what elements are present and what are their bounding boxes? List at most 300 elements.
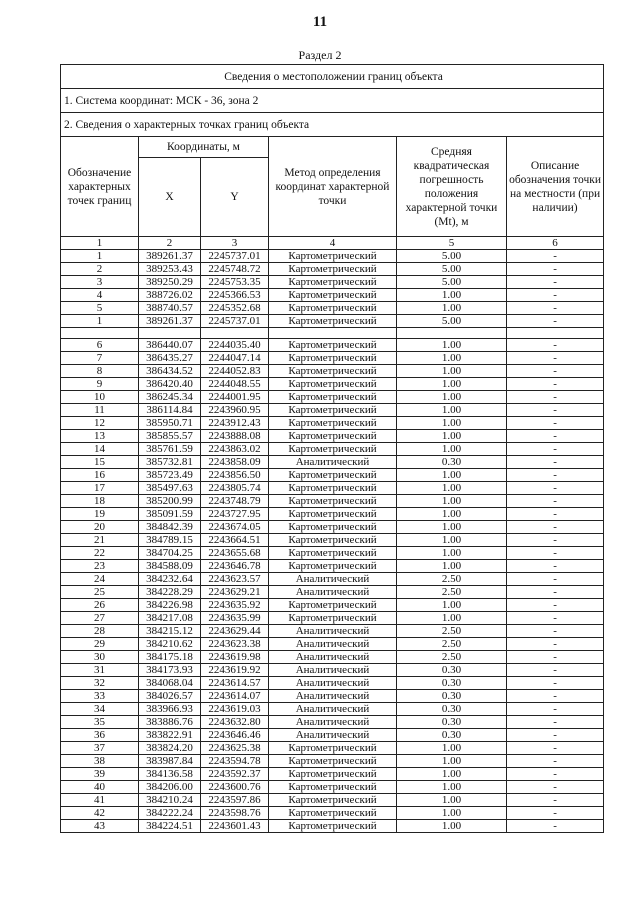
point-id: 8: [61, 365, 139, 378]
x-coordinate: 384232.64: [139, 573, 201, 586]
description: -: [507, 495, 604, 508]
method: Картометрический: [269, 315, 397, 328]
error-value: 0.30: [397, 664, 507, 677]
table-row: [61, 417, 604, 430]
method: Картометрический: [269, 469, 397, 482]
method: Аналитический: [269, 456, 397, 469]
error-value: 1.00: [397, 521, 507, 534]
description: -: [507, 768, 604, 781]
method: Картометрический: [269, 378, 397, 391]
point-id: 32: [61, 677, 139, 690]
table-row: [61, 276, 604, 289]
x-coordinate: 385732.81: [139, 456, 201, 469]
table-row: [61, 755, 604, 768]
x-coordinate: 384704.25: [139, 547, 201, 560]
error-value: 0.30: [397, 677, 507, 690]
error-value: 2.50: [397, 625, 507, 638]
x-coordinate: 384588.09: [139, 560, 201, 573]
method: Картометрический: [269, 521, 397, 534]
error-value: 1.00: [397, 469, 507, 482]
description: -: [507, 534, 604, 547]
description: -: [507, 404, 604, 417]
y-coordinate: 2244035.40: [201, 339, 269, 352]
table-row: [61, 469, 604, 482]
point-id: 12: [61, 417, 139, 430]
y-coordinate: 2243614.57: [201, 677, 269, 690]
header-coordinates: Координаты, м: [139, 137, 269, 158]
description: -: [507, 703, 604, 716]
method: Картометрический: [269, 391, 397, 404]
error-value: 1.00: [397, 482, 507, 495]
error-value: 2.50: [397, 638, 507, 651]
coordinate-system: 1. Система координат: МСК - 36, зона 2: [61, 89, 604, 113]
method: Картометрический: [269, 794, 397, 807]
header-error: Средняя квадратическая погрешность положения характерной точки (Mt), м: [397, 137, 507, 237]
y-coordinate: 2243646.78: [201, 560, 269, 573]
header-description: Описание обозначения точки на местности (при наличии): [507, 137, 604, 237]
error-value: 1.00: [397, 534, 507, 547]
error-value: 1.00: [397, 768, 507, 781]
description: -: [507, 729, 604, 742]
x-coordinate: 384210.62: [139, 638, 201, 651]
y-coordinate: 2243629.21: [201, 586, 269, 599]
point-id: 20: [61, 521, 139, 534]
error-value: 1.00: [397, 820, 507, 833]
table-row: [61, 703, 604, 716]
method: Аналитический: [269, 651, 397, 664]
error-value: 0.30: [397, 729, 507, 742]
point-id: 23: [61, 560, 139, 573]
header-x: X: [139, 158, 201, 237]
method: Картометрический: [269, 495, 397, 508]
x-coordinate: 384210.24: [139, 794, 201, 807]
table-row: [61, 339, 604, 352]
table-row: [61, 560, 604, 573]
column-number: 2: [139, 237, 201, 250]
x-coordinate: 383987.84: [139, 755, 201, 768]
table-row: [61, 482, 604, 495]
table-row: [61, 716, 604, 729]
table-row: [61, 521, 604, 534]
method: Аналитический: [269, 729, 397, 742]
table-row: [61, 586, 604, 599]
error-value: 1.00: [397, 352, 507, 365]
method: Картометрический: [269, 250, 397, 263]
x-coordinate: 384226.98: [139, 599, 201, 612]
x-coordinate: 386420.40: [139, 378, 201, 391]
table-row: [61, 508, 604, 521]
error-value: 1.00: [397, 599, 507, 612]
table-row: [61, 263, 604, 276]
error-value: 1.00: [397, 742, 507, 755]
error-value: 1.00: [397, 302, 507, 315]
y-coordinate: 2243912.43: [201, 417, 269, 430]
y-coordinate: 2243635.99: [201, 612, 269, 625]
description: -: [507, 378, 604, 391]
description: -: [507, 365, 604, 378]
table-row: [61, 820, 604, 833]
point-id: 19: [61, 508, 139, 521]
point-id: 29: [61, 638, 139, 651]
y-coordinate: 2243600.76: [201, 781, 269, 794]
error-value: 0.30: [397, 690, 507, 703]
description: -: [507, 716, 604, 729]
table-row: [61, 664, 604, 677]
method: Картометрический: [269, 755, 397, 768]
error-value: 1.00: [397, 339, 507, 352]
x-coordinate: 386440.07: [139, 339, 201, 352]
table-row: [61, 391, 604, 404]
point-id: 3: [61, 276, 139, 289]
error-value: 1.00: [397, 560, 507, 573]
error-value: 5.00: [397, 250, 507, 263]
point-id: 14: [61, 443, 139, 456]
error-value: 1.00: [397, 781, 507, 794]
y-coordinate: 2243805.74: [201, 482, 269, 495]
y-coordinate: 2244052.83: [201, 365, 269, 378]
error-value: 1.00: [397, 755, 507, 768]
column-number: 1: [61, 237, 139, 250]
error-value: 1.00: [397, 443, 507, 456]
point-id: 26: [61, 599, 139, 612]
method: Картометрический: [269, 781, 397, 794]
description: -: [507, 612, 604, 625]
y-coordinate: 2243674.05: [201, 521, 269, 534]
point-id: 30: [61, 651, 139, 664]
table-row: [61, 625, 604, 638]
column-number-row: [61, 237, 604, 250]
method: Картометрический: [269, 339, 397, 352]
separator-cell: [507, 328, 604, 339]
point-id: 7: [61, 352, 139, 365]
y-coordinate: 2245366.53: [201, 289, 269, 302]
x-coordinate: 384026.57: [139, 690, 201, 703]
x-coordinate: 384222.24: [139, 807, 201, 820]
y-coordinate: 2245737.01: [201, 315, 269, 328]
description: -: [507, 781, 604, 794]
error-value: 2.50: [397, 586, 507, 599]
table-row: [61, 365, 604, 378]
point-id: 43: [61, 820, 139, 833]
point-id: 25: [61, 586, 139, 599]
method: Картометрический: [269, 289, 397, 302]
point-id: 42: [61, 807, 139, 820]
description: -: [507, 755, 604, 768]
method: Аналитический: [269, 586, 397, 599]
y-coordinate: 2245753.35: [201, 276, 269, 289]
method: Картометрический: [269, 404, 397, 417]
description: -: [507, 339, 604, 352]
point-id: 1: [61, 250, 139, 263]
description: -: [507, 625, 604, 638]
y-coordinate: 2244048.55: [201, 378, 269, 391]
y-coordinate: 2243614.07: [201, 690, 269, 703]
point-id: 18: [61, 495, 139, 508]
error-value: 1.00: [397, 547, 507, 560]
error-value: 1.00: [397, 807, 507, 820]
y-coordinate: 2245748.72: [201, 263, 269, 276]
description: -: [507, 573, 604, 586]
y-coordinate: 2243598.76: [201, 807, 269, 820]
separator-cell: [397, 328, 507, 339]
method: Картометрический: [269, 417, 397, 430]
table-row: [61, 378, 604, 391]
table-row: [61, 651, 604, 664]
description: -: [507, 807, 604, 820]
method: Картометрический: [269, 302, 397, 315]
separator-cell: [269, 328, 397, 339]
method: Картометрический: [269, 807, 397, 820]
y-coordinate: 2245352.68: [201, 302, 269, 315]
x-coordinate: 384173.93: [139, 664, 201, 677]
table-row: [61, 690, 604, 703]
error-value: 0.30: [397, 703, 507, 716]
method: Картометрический: [269, 612, 397, 625]
column-number: 3: [201, 237, 269, 250]
error-value: 2.50: [397, 651, 507, 664]
description: -: [507, 456, 604, 469]
table-row: [61, 599, 604, 612]
x-coordinate: 389261.37: [139, 315, 201, 328]
method: Аналитический: [269, 573, 397, 586]
method: Аналитический: [269, 638, 397, 651]
point-id: 41: [61, 794, 139, 807]
method: Аналитический: [269, 690, 397, 703]
point-id: 34: [61, 703, 139, 716]
description: -: [507, 391, 604, 404]
x-coordinate: 383824.20: [139, 742, 201, 755]
point-id: 17: [61, 482, 139, 495]
method: Картометрический: [269, 547, 397, 560]
description: -: [507, 302, 604, 315]
method: Картометрический: [269, 560, 397, 573]
x-coordinate: 385950.71: [139, 417, 201, 430]
x-coordinate: 389261.37: [139, 250, 201, 263]
x-coordinate: 384136.58: [139, 768, 201, 781]
error-value: 5.00: [397, 263, 507, 276]
description: -: [507, 508, 604, 521]
method: Картометрический: [269, 276, 397, 289]
table-row: [61, 638, 604, 651]
error-value: 1.00: [397, 391, 507, 404]
table-row: [61, 612, 604, 625]
table-row: [61, 768, 604, 781]
y-coordinate: 2243856.50: [201, 469, 269, 482]
x-coordinate: 384217.08: [139, 612, 201, 625]
description: -: [507, 276, 604, 289]
table-row: [61, 781, 604, 794]
y-coordinate: 2243748.79: [201, 495, 269, 508]
point-id: 27: [61, 612, 139, 625]
x-coordinate: 384068.04: [139, 677, 201, 690]
point-id: 15: [61, 456, 139, 469]
error-value: 2.50: [397, 573, 507, 586]
method: Аналитический: [269, 716, 397, 729]
description: -: [507, 599, 604, 612]
error-value: 1.00: [397, 612, 507, 625]
point-id: 11: [61, 404, 139, 417]
point-id: 33: [61, 690, 139, 703]
description: -: [507, 263, 604, 276]
method: Картометрический: [269, 599, 397, 612]
table-row: [61, 495, 604, 508]
error-value: 1.00: [397, 404, 507, 417]
separator-cell: [139, 328, 201, 339]
points-heading: 2. Сведения о характерных точках границ объекта: [61, 113, 604, 137]
description: -: [507, 352, 604, 365]
y-coordinate: 2243655.68: [201, 547, 269, 560]
table-title: Сведения о местоположении границ объекта: [61, 65, 604, 89]
method: Картометрический: [269, 352, 397, 365]
point-id: 36: [61, 729, 139, 742]
y-coordinate: 2243863.02: [201, 443, 269, 456]
description: -: [507, 430, 604, 443]
point-id: 9: [61, 378, 139, 391]
description: -: [507, 521, 604, 534]
x-coordinate: 386245.34: [139, 391, 201, 404]
y-coordinate: 2244001.95: [201, 391, 269, 404]
error-value: 1.00: [397, 417, 507, 430]
y-coordinate: 2243646.46: [201, 729, 269, 742]
point-id: 40: [61, 781, 139, 794]
point-id: 28: [61, 625, 139, 638]
error-value: 5.00: [397, 315, 507, 328]
point-id: 2: [61, 263, 139, 276]
point-id: 31: [61, 664, 139, 677]
y-coordinate: 2243623.38: [201, 638, 269, 651]
point-id: 16: [61, 469, 139, 482]
point-id: 39: [61, 768, 139, 781]
header-designation: Обозначение характерных точек границ: [61, 137, 139, 237]
y-coordinate: 2244047.14: [201, 352, 269, 365]
column-number: 4: [269, 237, 397, 250]
x-coordinate: 384842.39: [139, 521, 201, 534]
group-separator: [61, 328, 604, 339]
x-coordinate: 385091.59: [139, 508, 201, 521]
method: Картометрический: [269, 482, 397, 495]
y-coordinate: 2243858.09: [201, 456, 269, 469]
point-id: 24: [61, 573, 139, 586]
x-coordinate: 385723.49: [139, 469, 201, 482]
table-row: [61, 250, 604, 263]
x-coordinate: 384228.29: [139, 586, 201, 599]
description: -: [507, 547, 604, 560]
table-row: [61, 443, 604, 456]
method: Картометрический: [269, 263, 397, 276]
description: -: [507, 677, 604, 690]
table-row: [61, 289, 604, 302]
x-coordinate: 386434.52: [139, 365, 201, 378]
table-row: [61, 677, 604, 690]
point-id: 1: [61, 315, 139, 328]
table-row: [61, 315, 604, 328]
table-row: [61, 794, 604, 807]
error-value: 1.00: [397, 430, 507, 443]
error-value: 1.00: [397, 794, 507, 807]
description: -: [507, 250, 604, 263]
error-value: 1.00: [397, 365, 507, 378]
description: -: [507, 289, 604, 302]
description: -: [507, 794, 604, 807]
description: -: [507, 586, 604, 599]
description: -: [507, 482, 604, 495]
y-coordinate: 2243597.86: [201, 794, 269, 807]
point-id: 21: [61, 534, 139, 547]
description: -: [507, 469, 604, 482]
point-id: 35: [61, 716, 139, 729]
error-value: 0.30: [397, 456, 507, 469]
column-number: 6: [507, 237, 604, 250]
y-coordinate: 2243619.92: [201, 664, 269, 677]
table-row: [61, 430, 604, 443]
point-id: 4: [61, 289, 139, 302]
method: Аналитический: [269, 677, 397, 690]
description: -: [507, 638, 604, 651]
y-coordinate: 2243960.95: [201, 404, 269, 417]
table-row: [61, 352, 604, 365]
x-coordinate: 384224.51: [139, 820, 201, 833]
x-coordinate: 383886.76: [139, 716, 201, 729]
x-coordinate: 385761.59: [139, 443, 201, 456]
method: Картометрический: [269, 768, 397, 781]
description: -: [507, 417, 604, 430]
x-coordinate: 384215.12: [139, 625, 201, 638]
table-row: [61, 742, 604, 755]
error-value: 5.00: [397, 276, 507, 289]
description: -: [507, 443, 604, 456]
header-y: Y: [201, 158, 269, 237]
method: Аналитический: [269, 664, 397, 677]
method: Картометрический: [269, 508, 397, 521]
y-coordinate: 2243629.44: [201, 625, 269, 638]
x-coordinate: 386435.27: [139, 352, 201, 365]
point-id: 5: [61, 302, 139, 315]
x-coordinate: 389253.43: [139, 263, 201, 276]
header-method: Метод определения координат характерной точки: [269, 137, 397, 237]
method: Картометрический: [269, 443, 397, 456]
method: Картометрический: [269, 820, 397, 833]
description: -: [507, 742, 604, 755]
boundary-table: [60, 64, 604, 833]
x-coordinate: 383822.91: [139, 729, 201, 742]
y-coordinate: 2243601.43: [201, 820, 269, 833]
table-row: [61, 534, 604, 547]
x-coordinate: 385497.63: [139, 482, 201, 495]
x-coordinate: 389250.29: [139, 276, 201, 289]
table-row: [61, 807, 604, 820]
separator-cell: [201, 328, 269, 339]
section-title: Раздел 2: [298, 48, 342, 62]
y-coordinate: 2243594.78: [201, 755, 269, 768]
point-id: 22: [61, 547, 139, 560]
description: -: [507, 315, 604, 328]
point-id: 10: [61, 391, 139, 404]
description: -: [507, 664, 604, 677]
x-coordinate: 388740.57: [139, 302, 201, 315]
point-id: 38: [61, 755, 139, 768]
table-row: [61, 547, 604, 560]
method: Аналитический: [269, 625, 397, 638]
y-coordinate: 2243623.57: [201, 573, 269, 586]
y-coordinate: 2243888.08: [201, 430, 269, 443]
method: Картометрический: [269, 430, 397, 443]
x-coordinate: 385855.57: [139, 430, 201, 443]
table-row: [61, 302, 604, 315]
error-value: 1.00: [397, 508, 507, 521]
method: Картометрический: [269, 365, 397, 378]
table-row: [61, 729, 604, 742]
method: Картометрический: [269, 742, 397, 755]
